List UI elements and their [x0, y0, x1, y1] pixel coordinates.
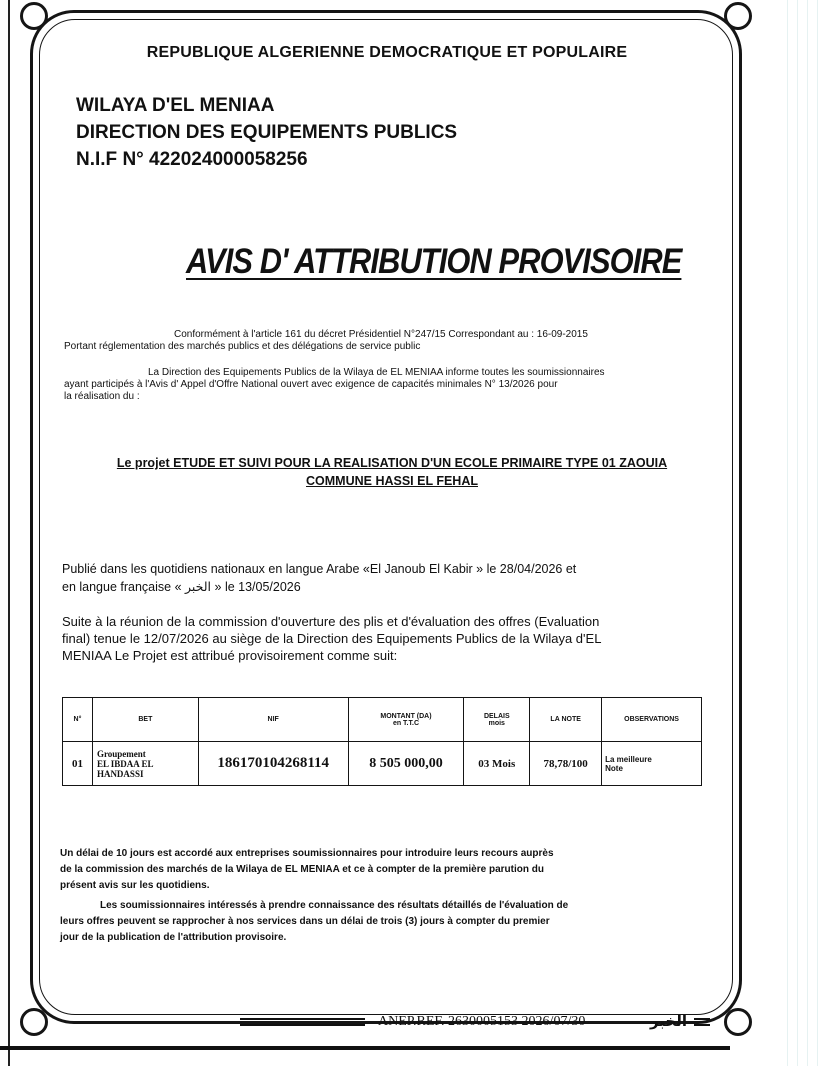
cell-num: 01 — [63, 742, 93, 786]
nif-line: N.I.F N° 422024000058256 — [76, 149, 308, 170]
cell-bet: Groupement EL IBDAA EL HANDASSI — [92, 742, 198, 786]
footer-rule — [240, 1018, 365, 1026]
header-montant: MONTANT (DA) en T.T.C — [348, 698, 464, 742]
newspaper-logo: الخبر — [650, 1012, 688, 1030]
issuer-block — [76, 92, 457, 173]
frame-corner-ornament — [724, 1008, 752, 1036]
anep-reference: ANEP.REF. 2630005153 2026/07/30 — [378, 1014, 586, 1029]
appeal-delay-paragraph: Un délai de 10 jours est accordé aux entreprises soumissionnaires pour introduire leurs recours auprès de la commission des marchés de la Wilaya de EL MENIAA et ce à compter de la première parution du présent avis sur les quotidiens. — [60, 848, 554, 891]
document-title: AVIS D' ATTRIBUTION PROVISOIRE — [186, 242, 682, 281]
cell-nif: 186170104268114 — [198, 742, 348, 786]
publication-paragraph: Publié dans les quotidiens nationaux en langue Arabe «El Janoub El Kabir » le 28/04/2026 et en langue française « الخبر » le 13/05/2026 — [62, 562, 577, 594]
cell-delais: 03 Mois — [464, 742, 530, 786]
attribution-table — [62, 697, 702, 786]
frame-corner-ornament — [20, 1008, 48, 1036]
table-header-row — [63, 698, 702, 742]
cell-note: 78,78/100 — [530, 742, 602, 786]
header-observations: OBSERVATIONS — [602, 698, 702, 742]
results-consultation-paragraph: Les soumissionnaires intéressés à prendre connaissance des résultats détaillés de l'évaluation de leurs offres peuvent se rapprocher à nos services dans un délai de trois (3) jours à compter du premier jour de la publication de l'attribution provisoire. — [60, 900, 569, 943]
direction-line: DIRECTION DES EQUIPEMENTS PUBLICS — [76, 122, 458, 143]
intro-paragraph: La Direction des Equipements Publics de la Wilaya de EL MENIAA informe toutes les soumissionnaires ayant participés à l'Avis d' Appel d'Offre National ouvert avec exigence de capacités minimales N° 13/2026 pour la réalisation du : — [64, 367, 605, 402]
header-note: LA NOTE — [530, 698, 602, 742]
table-row — [63, 742, 702, 786]
header-nif: NIF — [198, 698, 348, 742]
wilaya-line: WILAYA D'EL MENIAA — [76, 95, 275, 116]
header-delais: DELAIS mois — [464, 698, 530, 742]
commission-paragraph: Suite à la réunion de la commission d'ouverture des plis et d'évaluation des offres (Evaluation final) tenue le 12/07/2026 au siège de la Direction des Equipements Publics de la Wilaya d'EL MENIAA Le Projet est attribué provisoirement comme suit: — [62, 614, 602, 663]
cell-montant: 8 505 000,00 — [348, 742, 464, 786]
frame-corner-ornament — [20, 2, 48, 30]
frame-corner-ornament — [724, 2, 752, 30]
cell-observations: La meilleure Note — [602, 742, 702, 786]
footer-rule — [694, 1018, 710, 1026]
page-edge-right — [778, 0, 824, 1066]
page-edge-left — [0, 0, 10, 1066]
legal-reference: Conformément à l'article 161 du décret Présidentiel N°247/15 Correspondant au : 16-09-2015 Portant réglementation des marchés publics et des délégations de service public — [64, 329, 588, 352]
page-bottom-line — [0, 1046, 730, 1050]
header-bet: BET — [92, 698, 198, 742]
header-num: N° — [63, 698, 93, 742]
republic-heading: REPUBLIQUE ALGERIENNE DEMOCRATIQUE ET POPULAIRE — [146, 44, 628, 61]
project-title: Le projet ETUDE ET SUIVI POUR LA REALISATION D'UN ECOLE PRIMAIRE TYPE 01 ZAOUIA COMMUNE HASSI EL FEHAL — [116, 456, 668, 488]
